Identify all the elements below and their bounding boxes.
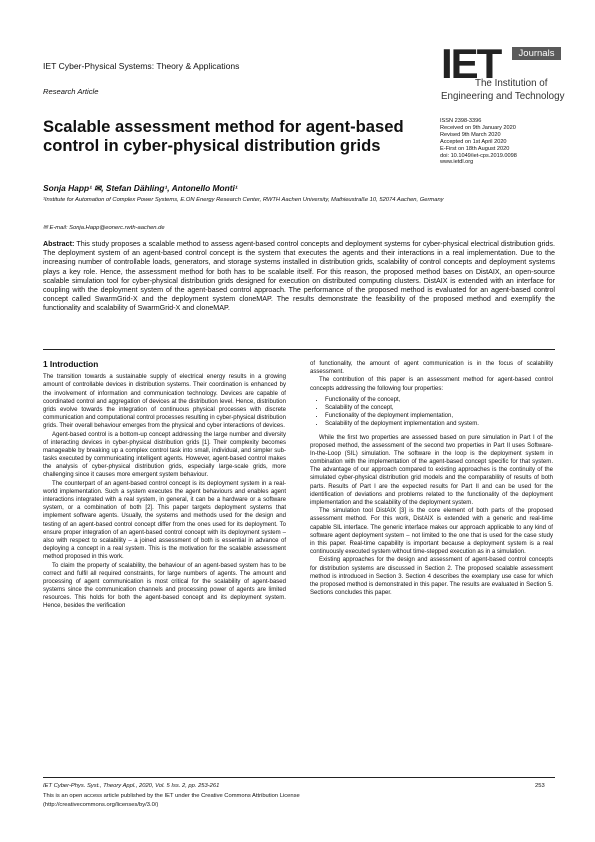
abstract: [43, 240, 555, 314]
article-type: Research Article: [43, 87, 99, 96]
abstract-divider: [43, 349, 555, 350]
author-list: Sonja Happ¹ ✉, Stefan Dähling¹, Antonello Monti¹: [43, 183, 238, 193]
paragraph: Existing approaches for the design and assessment of agent-based control concepts for distribution systems are discussed in Section 2. The proposed scalable assessment method is introduced in Section 3. Section 4 describes the exemplary use case for which the proposed method is demonstrated in this paper. The results are evaluated in Section 5. Sections concludes this paper.: [310, 557, 553, 597]
accepted-date: Accepted on 1st April 2020: [440, 138, 507, 145]
license-text: This is an open access article published by the IET under the Creative Commons Attribution License: [43, 793, 300, 799]
footer-citation: IET Cyber-Phys. Syst., Theory Appl., 2020, Vol. 5 Iss. 2, pp. 253-261: [43, 783, 220, 789]
iet-logo-mark: IET: [441, 40, 501, 87]
paragraph: The simulation tool DistAIX [3] is the core element of both parts of the proposed assessment method. For this work, DistAIX is extended with a generic and real-time capable SIL interface. The generic interface makes our approach applicable to any kind of software agent deployment system – not limited to the one that is used for the case study in this paper. Real-time capability is important because a deployment system is a real continuously executed system without time-stepped execution as in a simulation.: [310, 508, 553, 556]
right-column: [310, 360, 553, 597]
abstract-text: This study proposes a scalable method to assess agent-based control concepts and deployment systems for cyber-physical electrical distribution grids. The deployment system of an agent-based control concept is the system that executes the agents and their interactions in a real implementation. Due to the increasing number of controllable loads, generators, and storage systems installed in distribution grids, scalability of control concepts and deployment systems plays a key role. Hence, the assessment method for both has to be scalable itself. For this reason, the proposed method bases on DistAIX, an open-source scalable simulation tool for cyber-physical distribution grids designed for execution on distributed computing clusters. DistAIX is extended with an interface for coupling with the deployment system of the agent-based control approach. The performance of the proposed method is evaluated for an agent-based control concept called SwarmGrid-X and the deployment system cloneMAP. The results demonstrate the feasibility of the proposed method and exemplify the functionality and scalability of SwarmGrid-X and cloneMAP.: [43, 240, 555, 313]
paragraph: While the first two properties are assessed based on pure simulation in Part I of the proposed method, the assessment of the second two properties in Part II uses Software-In-the-Loop (SIL) simulation. The software in the loop is the deployment system in combination with the implementation of the agent-based concept specific for that system. The advantage of our approach compared to existing approaches is the continuity of the simulated cyber-physical distribution grid models and the comparability of results of both parts. Results of Part I are the expected results for Part II and can be used for the identification of deviations and problems related to the functionality of the deployment implementation and the scalability of the deployment system.: [310, 434, 553, 506]
paper-title: Scalable assessment method for agent-based control in cyber-physical distribution grids: [43, 117, 404, 155]
paragraph: The transition towards a sustainable supply of electrical energy results in a growing amount of controllable devices in distribution systems. Their coordination is enhanced by the involvement of information and communication technology. Devices are capable of coordinated control and aggregation of devices at the distribution level. Hence, distribution grids evolve towards the integration of continuous physical processes with discrete communication and computational control processes resulting in cyber-physical distribution grids. Their overall behaviour emerges from the physical and cyber interactions of devices.: [43, 374, 287, 430]
section-heading: 1 Introduction: [43, 359, 99, 369]
received-date: Received on 9th January 2020: [440, 124, 516, 131]
iet-logo: [441, 40, 565, 124]
page-number: 253: [535, 783, 545, 789]
list-item: • Functionality of the concept,: [325, 396, 553, 404]
logo-line-1: The Institution of: [475, 78, 548, 89]
abstract-label: Abstract:: [43, 240, 75, 248]
affiliation: ¹Institute for Automation of Complex Power Systems, E.ON Energy Research Center, RWTH Aachen University, Mathieustraße 10, 52074 Aachen, Germany: [43, 197, 444, 203]
logo-line-2: Engineering and Technology: [441, 91, 565, 102]
license-link[interactable]: (http://creativecommons.org/licenses/by/3.0/): [43, 802, 159, 808]
journals-badge: Journals: [512, 47, 561, 60]
list-item: • Functionality of the deployment implementation,: [325, 412, 553, 420]
left-column: [43, 360, 286, 611]
paragraph: The counterpart of an agent-based control concept is its deployment system in a real-world implementation. Such a system executes the agent behaviours and enables agent interactions integrated with a real system, in general, it can be a hardware or a software system, or a combination of both [2]. This paper targets deployment systems that implement software agents. Usually, the systems and methods used for the design and testing of an agent-based control concept differ from the ones used for its deployment. To ensure proper integration of an agent-based control concept with its deployment system – also with respect to scalability – a joined assessment of both is essential in advance of deploying a concept in a real system. This is the motivation for the scalable assessment method proposed in this work.: [43, 480, 286, 561]
list-item: • Scalability of the concept,: [325, 404, 553, 412]
corresponding-email[interactable]: ✉ E-mail: Sonja.Happ@eonerc.rwth-aachen.de: [43, 225, 165, 231]
contribution-list: [310, 396, 553, 429]
paragraph: of functionality, the amount of agent communication is in the focus of scalability assessment.: [310, 361, 553, 376]
footer-divider: [43, 777, 555, 778]
efirst-date: E-First on 18th August 2020: [440, 145, 510, 152]
website-link[interactable]: www.ietdl.org: [440, 159, 474, 166]
paragraph: The contribution of this paper is an assessment method for agent-based control concepts addressing the following four properties:: [310, 377, 553, 392]
issn: ISSN 2398-3396: [440, 118, 482, 124]
doi[interactable]: doi: 10.1049/iet-cps.2019.0098: [440, 152, 517, 159]
paragraph: Agent-based control is a bottom-up concept addressing the large number and diversity of interacting devices in cyber-physical distribution grids [1]. Their complexity becomes manageable by breaking up a complex control task into small, individual, and simpler sub-tasks executed by communicating intelligent agents. However, agent-based control makes the analysis of cyber-physical distribution grids, especially large-scale grids, more challenging since it causes more emergent system behaviour.: [43, 431, 286, 479]
paragraph: To claim the property of scalability, the behaviour of an agent-based system has to be correct and fulfil all required constraints, for large numbers of agents. The amount and processing of agent communication is most critical for the scalability of agent-based systems since the communication channels and processing power of agents are limited resources. This holds for both the agent-based concept and its deployment system. Hence, besides the verification: [43, 562, 286, 610]
list-item: • Scalability of the deployment implementation and system.: [325, 420, 553, 428]
article-metadata: [440, 118, 580, 166]
journal-name: IET Cyber-Physical Systems: Theory & Applications: [43, 61, 240, 71]
revised-date: Revised 9th March 2020: [440, 131, 501, 138]
